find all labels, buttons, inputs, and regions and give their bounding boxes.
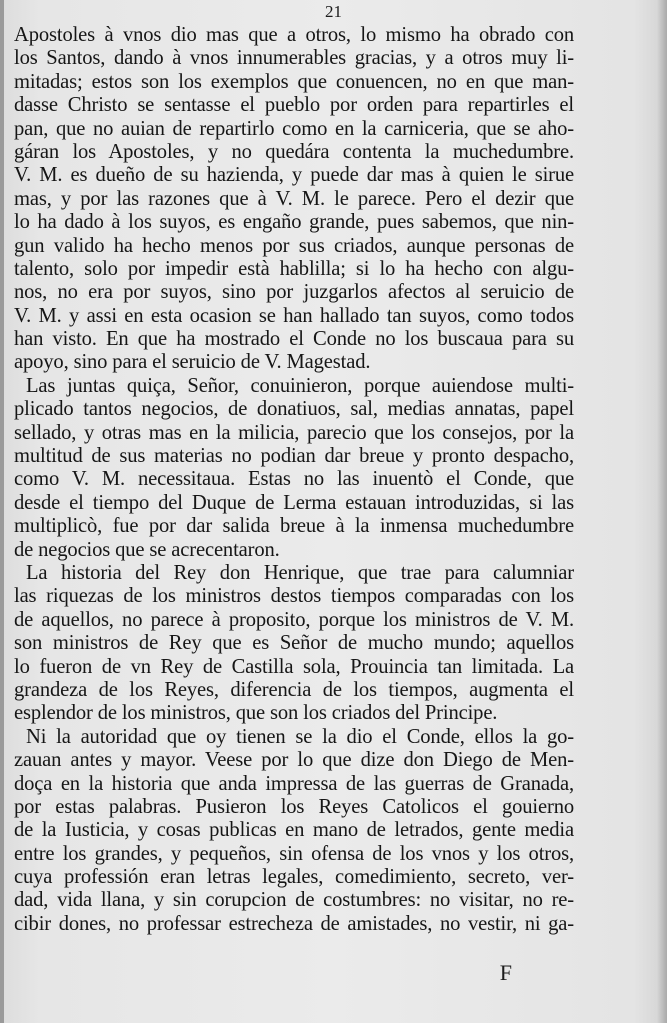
text-line: multitud de sus materias no podian dar breue y pronto despacho, [14,445,574,468]
text-line: V. M. y assi en esta ocasion se han hallado tan suyos, como todos [14,304,574,327]
text-line: esplendor de los ministros, que son los criados del Principe. [14,702,498,725]
text-line: sellado, y otras mas en la milicia, parecio que los consejos, por la [14,421,574,444]
text-line: plicado tantos negocios, de donatiuos, sal, medias annatas, papel [14,398,574,421]
text-line: dasse Christo se sentasse el pueblo por orden para repartirles el [14,94,574,117]
page-spine-shadow [0,0,4,1023]
text-line: grandeza de los Reyes, diferencia de los tiempos, augmenta el [14,678,574,701]
text-line: lo ha dado à los suyos, es engaño grande, pues sabemos, que nin- [14,211,574,234]
text-line: doça en la historia que anda impressa de las guerras de Granada, [14,772,574,795]
text-line: cibir dones, no professar estrecheza de amistades, no vestir, ni ga- [14,912,574,935]
page-number: 21 [325,2,342,21]
body-text [14,24,574,936]
paragraph [14,375,574,562]
text-line: desde el tiempo del Duque de Lerma estauan introduzidas, si las [14,491,574,514]
text-line: han visto. En que ha mostrado el Conde no los buscaua para su [14,328,574,351]
text-line: gun valido ha hecho menos por sus criados, aunque personas de [14,234,574,257]
paragraph [14,24,574,375]
text-line: de aquellos, no parece à proposito, porque los ministros de V. M. [14,608,574,631]
paragraph [14,562,574,726]
text-line: entre los grandes, y pequeños, sin ofensa de los vnos y los otros, [14,842,574,865]
text-line: nos, no era por suyos, sino por juzgarlos afectos al seruicio de [14,281,574,304]
text-line: apoyo, sino para el seruicio de V. Magestad. [14,351,371,374]
text-line: mas, y por las razones que à V. M. le parece. Pero el dezir que [14,187,574,210]
text-line: gáran los Apostoles, y no quedára contenta la muchedumbre. [14,140,574,163]
text-line: mitadas; estos son los exemplos que conuencen, no en que man- [14,70,574,93]
text-line: de negocios que se acrecentaron. [14,538,280,561]
text-line: los Santos, dando à vnos innumerables gracias, y a otros muy li- [14,47,574,70]
text-line: por estas palabras. Pusieron los Reyes Catolicos el gouierno [14,795,574,818]
text-line: cuya professión eran letras legales, comedimiento, secreto, ver- [14,866,574,889]
text-line: Las juntas quiça, Señor, conuinieron, porque auiendose multi- [26,374,574,397]
text-line: las riquezas de los ministros destos tiempos comparadas con los [14,585,574,608]
text-line: pan, que no auian de repartirlo como en la carniceria, que se aho- [14,117,574,140]
paragraph [14,726,574,937]
text-line: talento, solo por impedir està hablilla; si lo ha hecho con algu- [14,257,574,280]
text-line: Ni la autoridad que oy tienen se la dio el Conde, ellos la go- [26,725,574,748]
text-line: V. M. es dueño de su hazienda, y puede dar mas à quien le sirue [14,164,574,187]
signature-mark: F [499,960,512,985]
text-line: Apostoles à vnos dio mas que a otros, lo mismo ha obrado con [14,24,574,46]
text-line: son ministros de Rey que es Señor de mucho mundo; aquellos [14,632,574,655]
text-line: lo fueron de vn Rey de Castilla sola, Prouincia tan limitada. La [14,655,574,678]
page-edge-shadow [657,0,667,1023]
text-line: de la Iusticia, y cosas publicas en mano de letrados, gente media [14,819,574,842]
text-line: dad, vida llana, y sin corupcion de costumbres: no visitar, no re- [14,889,574,912]
text-line: zauan antes y mayor. Veese por lo que dize don Diego de Men- [14,749,574,772]
text-line: La historia del Rey don Henrique, que trae para calumniar [26,561,574,584]
text-line: multiplicò, fue por dar salida breue à la inmensa muchedumbre [14,515,574,538]
text-line: como V. M. necessitaua. Estas no las inuentò el Conde, que [14,468,574,491]
